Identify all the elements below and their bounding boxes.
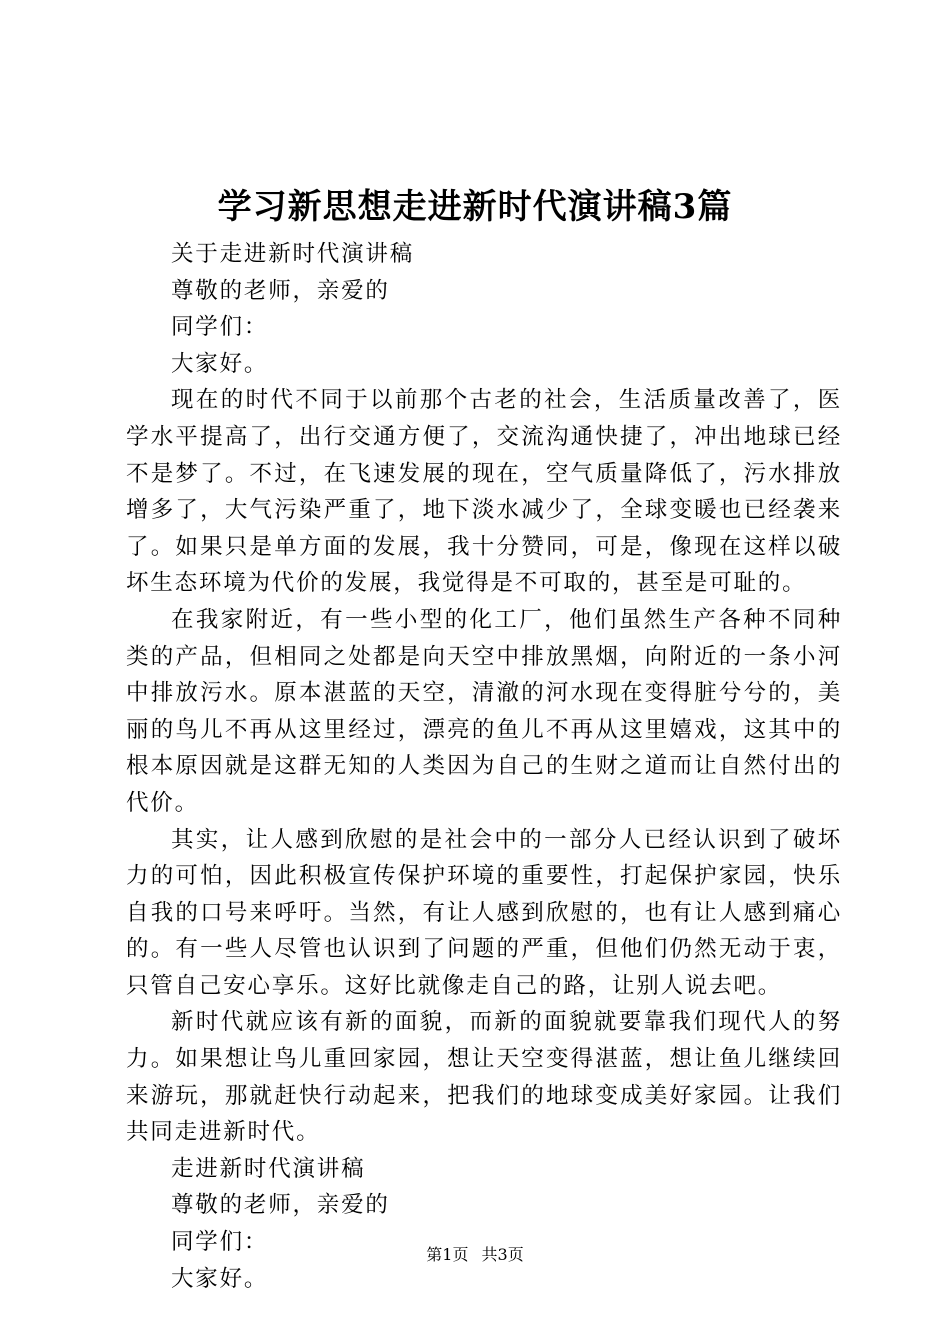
salutation-line: 尊敬的老师，亲爱的 <box>171 277 390 304</box>
section-heading-line: 走进新时代演讲稿 <box>171 1155 366 1182</box>
salutation-line: 同学们： <box>171 1229 269 1256</box>
salutation-line: 同学们： <box>171 314 269 341</box>
page-total: 共3页 <box>481 1245 524 1264</box>
body-paragraph: 新时代就应该有新的面貌，而新的面貌就要靠我们现代人的努力。如果想让鸟儿重回家园，想让天空变得湛蓝，想让鱼儿继续回来游玩，那就赶快行动起来，把我们的地球变成美好家园。让我们共同走进新时代。 <box>126 1009 842 1146</box>
greeting-line: 大家好。 <box>171 1265 269 1292</box>
document-title: 学习新思想走进新时代演讲稿3篇 <box>217 187 733 227</box>
salutation-heading-line: 关于走进新时代演讲稿 <box>171 241 415 267</box>
greeting-line: 大家好。 <box>171 350 269 377</box>
document-body <box>126 236 842 1297</box>
body-paragraph: 其实，让人感到欣慰的是社会中的一部分人已经认识到了破坏力的可怕，因此积极宣传保护环境的重要性，打起保护家园，快乐自我的口号来呼吁。当然，有让人感到欣慰的，也有让人感到痛心的。有一些人尽管也认识到了问题的严重，但他们仍然无动于衷，只管自己安心享乐。这好比就像走自己的路，让别人说去吧。 <box>126 826 842 999</box>
body-paragraph: 现在的时代不同于以前那个古老的社会，生活质量改善了，医学水平提高了，出行交通方便了，交流沟通快捷了，冲出地球已经不是梦了。不过，在飞速发展的现在，空气质量降低了，污水排放增多了，大气污染严重了，地下淡水减少了，全球变暖也已经袭来了。如果只是单方面的发展，我十分赞同，可是，像现在这样以破坏生态环境为代价的发展，我觉得是不可取的，甚至是可耻的。 <box>126 387 842 597</box>
body-paragraph: 在我家附近，有一些小型的化工厂，他们虽然生产各种不同种类的产品，但相同之处都是向天空中排放黑烟，向附近的一条小河中排放污水。原本湛蓝的天空，清澈的河水现在变得脏兮兮的，美丽的鸟儿不再从这里经过，漂亮的鱼儿不再从这里嬉戏，这其中的根本原因就是这群无知的人类因为自己的生财之道而让自然付出的代价。 <box>126 606 842 816</box>
page-footer <box>0 1243 950 1267</box>
page-number: 第1页 <box>426 1245 469 1264</box>
salutation-line: 尊敬的老师，亲爱的 <box>171 1192 390 1219</box>
